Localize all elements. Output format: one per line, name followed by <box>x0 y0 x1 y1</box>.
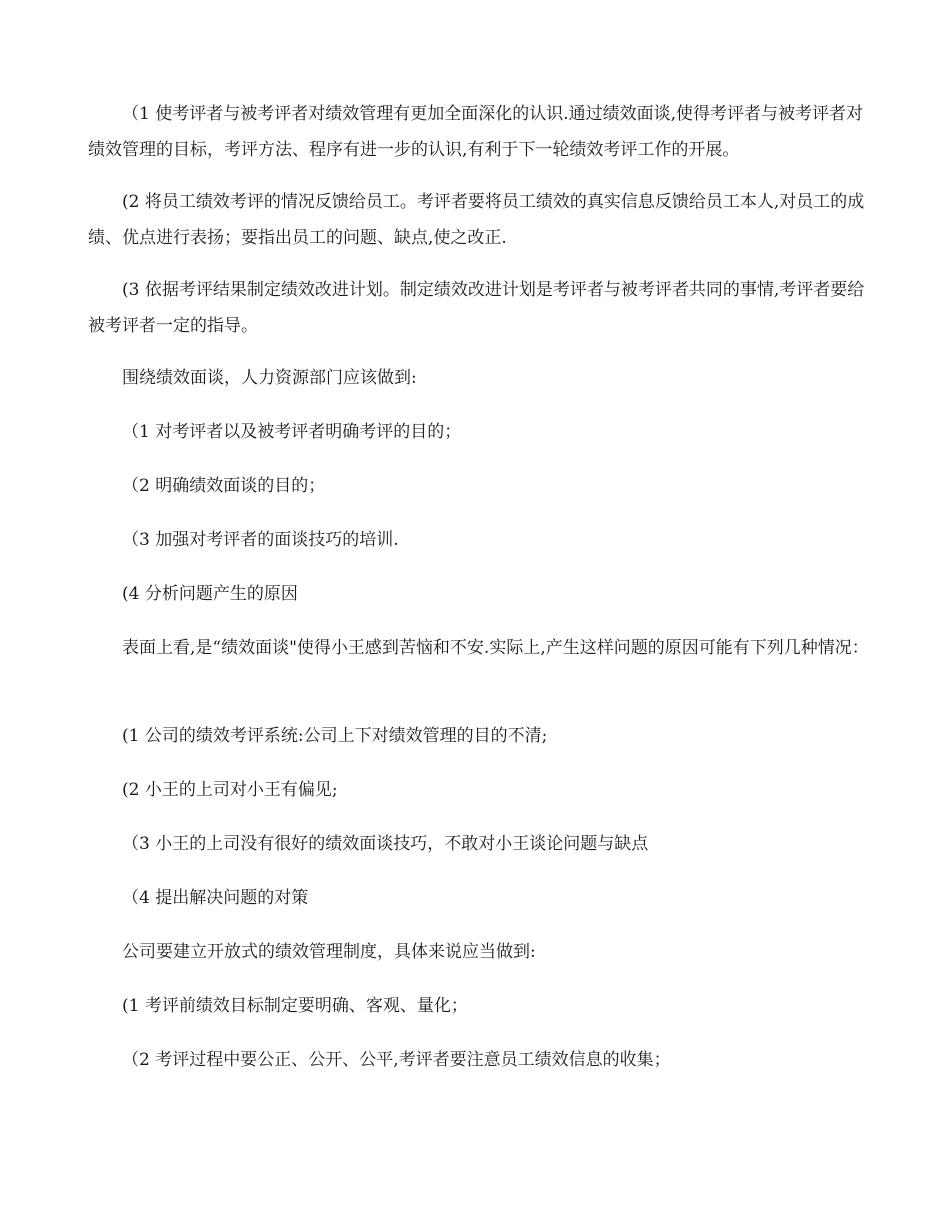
paragraph-4: 围绕绩效面谈，人力资源部门应该做到: <box>122 368 417 388</box>
paragraph-6: （2 明确绩效面谈的目的； <box>122 476 326 496</box>
paragraph-9: 表面上看,是“绩效面谈"使得小王感到苦恼和不安.实际上,产生这样问题的原因可能有下列几种情况： <box>122 638 869 658</box>
paragraph-8: (4 分析问题产生的原因 <box>122 584 298 604</box>
paragraph-5: （1 对考评者以及被考评者明确考评的目的； <box>122 422 462 442</box>
paragraph-1: （1 使考评者与被考评者对绩效管理有更加全面深化的认识.通过绩效面谈,使得考评者与被考评者对绩效管理的目标，考评方法、程序有进一步的认识,有利于下一轮绩效考评工作的开展。 <box>88 104 864 160</box>
paragraph-12: （3 小王的上司没有很好的绩效面谈技巧，不敢对小王谈论问题与缺点 <box>122 834 649 854</box>
paragraph-15: (1 考评前绩效目标制定要明确、客观、量化； <box>122 996 468 1016</box>
paragraph-13: （4 提出解决问题的对策 <box>122 888 309 908</box>
paragraph-11: (2 小王的上司对小王有偏见; <box>122 780 338 800</box>
paragraph-7: （3 加强对考评者的面谈技巧的培训. <box>122 530 399 550</box>
paragraph-16: （2 考评过程中要公正、公开、公平,考评者要注意员工绩效信息的收集； <box>122 1050 671 1070</box>
paragraph-3: (3 依据考评结果制定绩效改进计划。制定绩效改进计划是考评者与被考评者共同的事情,考评者要给被考评者一定的指导。 <box>88 280 865 336</box>
paragraph-14: 公司要建立开放式的绩效管理制度，具体来说应当做到: <box>122 942 536 962</box>
paragraph-2: (2 将员工绩效考评的情况反馈给员工。考评者要将员工绩效的真实信息反馈给员工本人,对员工的成绩、优点进行表扬；要指出员工的问题、缺点,使之改正. <box>88 192 865 248</box>
paragraph-10: (1 公司的绩效考评系统:公司上下对绩效管理的目的不清; <box>122 726 548 746</box>
